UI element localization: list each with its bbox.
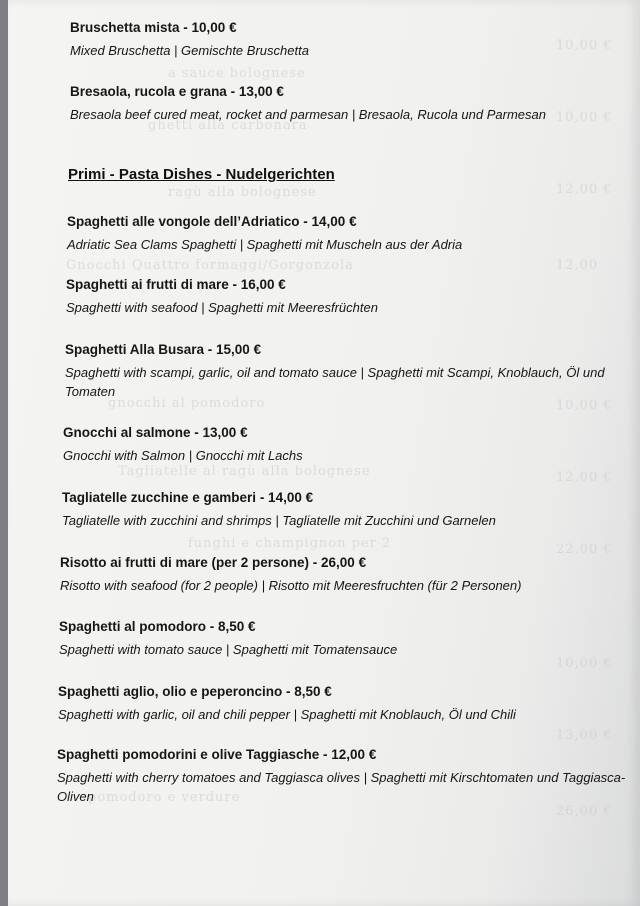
dish-description: Spaghetti with seafood | Spaghetti mit Meeresfrüchten	[66, 300, 378, 315]
show-through-text: a sauce bolognese	[168, 66, 306, 81]
menu-item	[66, 276, 626, 317]
show-through-text: 12,00 €	[556, 470, 613, 485]
show-through-text: 10,00 €	[556, 38, 613, 53]
dish-description: Risotto with seafood (for 2 people) | Risotto mit Meeresfruchten (für 2 Personen)	[60, 578, 522, 593]
dish-title: Spaghetti ai frutti di mare - 16,00 €	[66, 277, 286, 292]
dish-title: Spaghetti alle vongole dell’Adriatico - 14,00 €	[67, 214, 357, 229]
menu-item	[63, 424, 623, 465]
dish-title: Gnocchi al salmone - 13,00 €	[63, 425, 248, 440]
show-through-text: 26,00 €	[556, 804, 613, 819]
dish-description: Gnocchi with Salmon | Gnocchi mit Lachs	[63, 448, 303, 463]
dish-title: Spaghetti al pomodoro - 8,50 €	[59, 619, 256, 634]
show-through-text: 10,00 €	[556, 656, 613, 671]
dish-description: Mixed Bruschetta | Gemischte Bruschetta	[70, 43, 309, 58]
show-through-text: Tagliatelle al ragù alla bolognese	[118, 464, 371, 479]
show-through-text: 10,00 €	[556, 110, 613, 125]
show-through-text: 22,00 €	[556, 542, 613, 557]
menu-item	[65, 341, 605, 401]
menu-item	[57, 746, 627, 806]
menu-page	[8, 0, 640, 906]
menu-item	[60, 554, 640, 595]
show-through-text: ghetti alla carbonara	[148, 118, 308, 133]
dish-description: Spaghetti with cherry tomatoes and Taggiasca olives | Spaghetti mit Kirschtomaten und Taggiasca-Oliven	[57, 770, 626, 804]
dish-title: Bresaola, rucola e grana - 13,00 €	[70, 84, 284, 99]
menu-item	[62, 489, 622, 530]
show-through-text: 13,00 €	[556, 728, 613, 743]
dish-description: Spaghetti with garlic, oil and chili pepper | Spaghetti mit Knoblauch, Öl und Chili	[58, 707, 516, 722]
dish-description: Tagliatelle with zucchini and shrimps | Tagliatelle mit Zucchini und Garnelen	[62, 513, 496, 528]
dish-description: Spaghetti with scampi, garlic, oil and tomato sauce | Spaghetti mit Scampi, Knoblauch, Öl und Tomaten	[65, 365, 605, 399]
show-through-text: 10,00 €	[556, 398, 613, 413]
dish-title: Tagliatelle zucchine e gamberi - 14,00 €	[62, 490, 314, 505]
section-title: Primi - Pasta Dishes - Nudelgerichten	[68, 166, 335, 183]
dish-title: Spaghetti aglio, olio e peperoncino - 8,50 €	[58, 684, 332, 699]
show-through-text: 12,00	[556, 258, 599, 273]
show-through-text: 12,00 €	[556, 182, 613, 197]
dish-title: Spaghetti pomodorini e olive Taggiasche - 12,00 €	[57, 747, 377, 762]
dish-description: Spaghetti with tomato sauce | Spaghetti mit Tomatensauce	[59, 642, 398, 657]
menu-item	[59, 618, 619, 659]
dish-title: Spaghetti Alla Busara - 15,00 €	[65, 342, 262, 357]
dish-description: Adriatic Sea Clams Spaghetti | Spaghetti mit Muscheln aus der Adria	[67, 237, 463, 252]
dish-title: Bruschetta mista - 10,00 €	[70, 20, 237, 35]
show-through-text: gnocchi al pomodoro	[108, 396, 266, 411]
show-through-text: Gnocchi Quattro formaggi/Gorgonzola	[66, 258, 354, 273]
show-through-text: ragù alla bolognese	[168, 185, 317, 200]
menu-item	[58, 683, 638, 724]
menu-item	[67, 213, 627, 254]
show-through-text: pomodoro e verdure	[88, 790, 241, 805]
menu-item	[70, 19, 630, 60]
menu-item	[70, 83, 630, 124]
dish-title: Risotto ai frutti di mare (per 2 persone) - 26,00 €	[60, 555, 367, 570]
show-through-text: funghi e champignon per 2	[188, 536, 392, 551]
dish-description: Bresaola beef cured meat, rocket and parmesan | Bresaola, Rucola und Parmesan	[70, 107, 546, 122]
